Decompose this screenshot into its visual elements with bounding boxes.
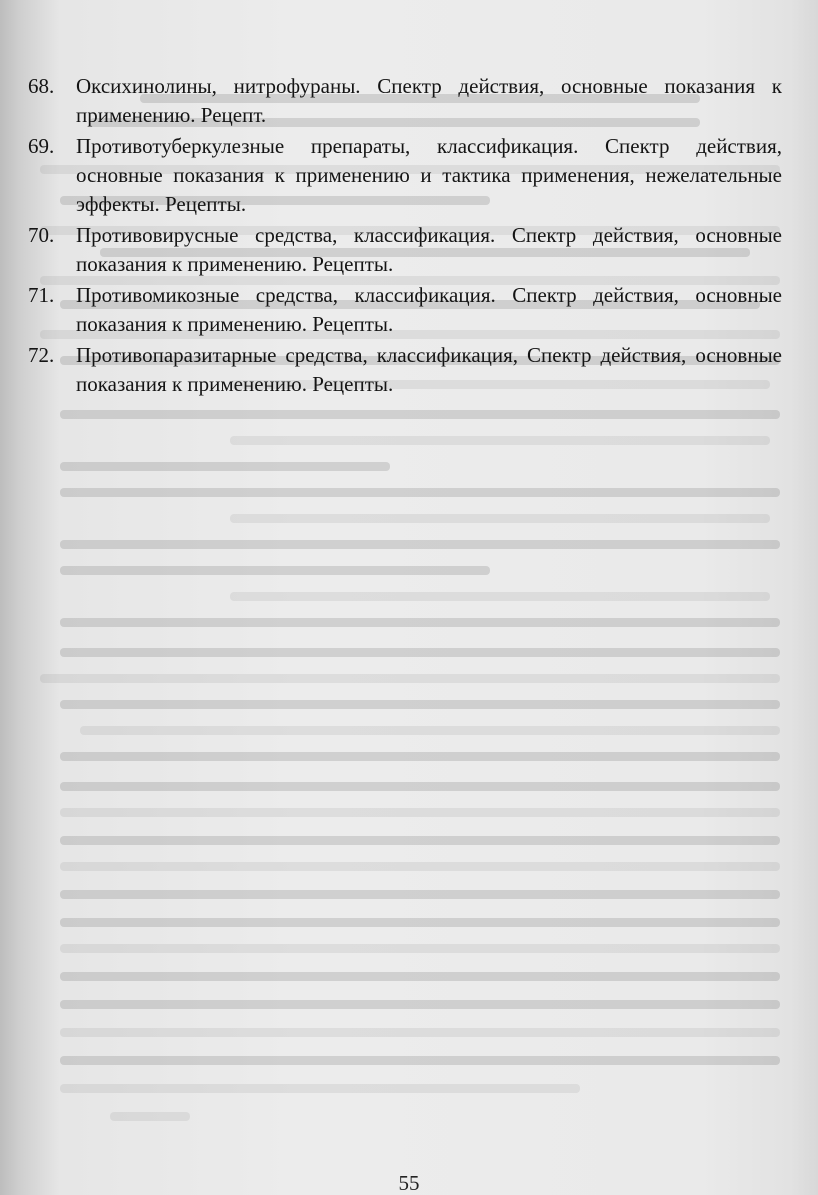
item-text: Противотуберкулезные препараты, классификация. Спектр действия, основные показания к применению и тактика применения, нежелательные эффекты. Рецепты. <box>76 134 782 216</box>
item-number: 72. <box>28 343 55 367</box>
item-text: Противопаразитарные средства, классификация, Спектр действия, основные показания к применению. Рецепты. <box>76 343 782 396</box>
list-item <box>28 341 782 399</box>
item-text: Противовирусные средства, классификация. Спектр действия, основные показания к применению. Рецепты. <box>76 223 782 276</box>
list-item <box>28 132 782 219</box>
list-item <box>28 221 782 279</box>
list-item <box>28 72 782 130</box>
item-number: 69. <box>28 134 55 158</box>
item-number: 71. <box>28 283 55 307</box>
list-item <box>28 281 782 339</box>
item-text: Оксихинолины, нитрофураны. Спектр действия, основные показания к применению. Рецепт. <box>76 74 782 127</box>
item-number: 68. <box>28 74 55 98</box>
question-list <box>28 72 782 401</box>
item-number: 70. <box>28 223 55 247</box>
page-number: 55 <box>398 1171 420 1195</box>
item-text: Противомикозные средства, классификация. Спектр действия, основные показания к применению. Рецепты. <box>76 283 782 336</box>
